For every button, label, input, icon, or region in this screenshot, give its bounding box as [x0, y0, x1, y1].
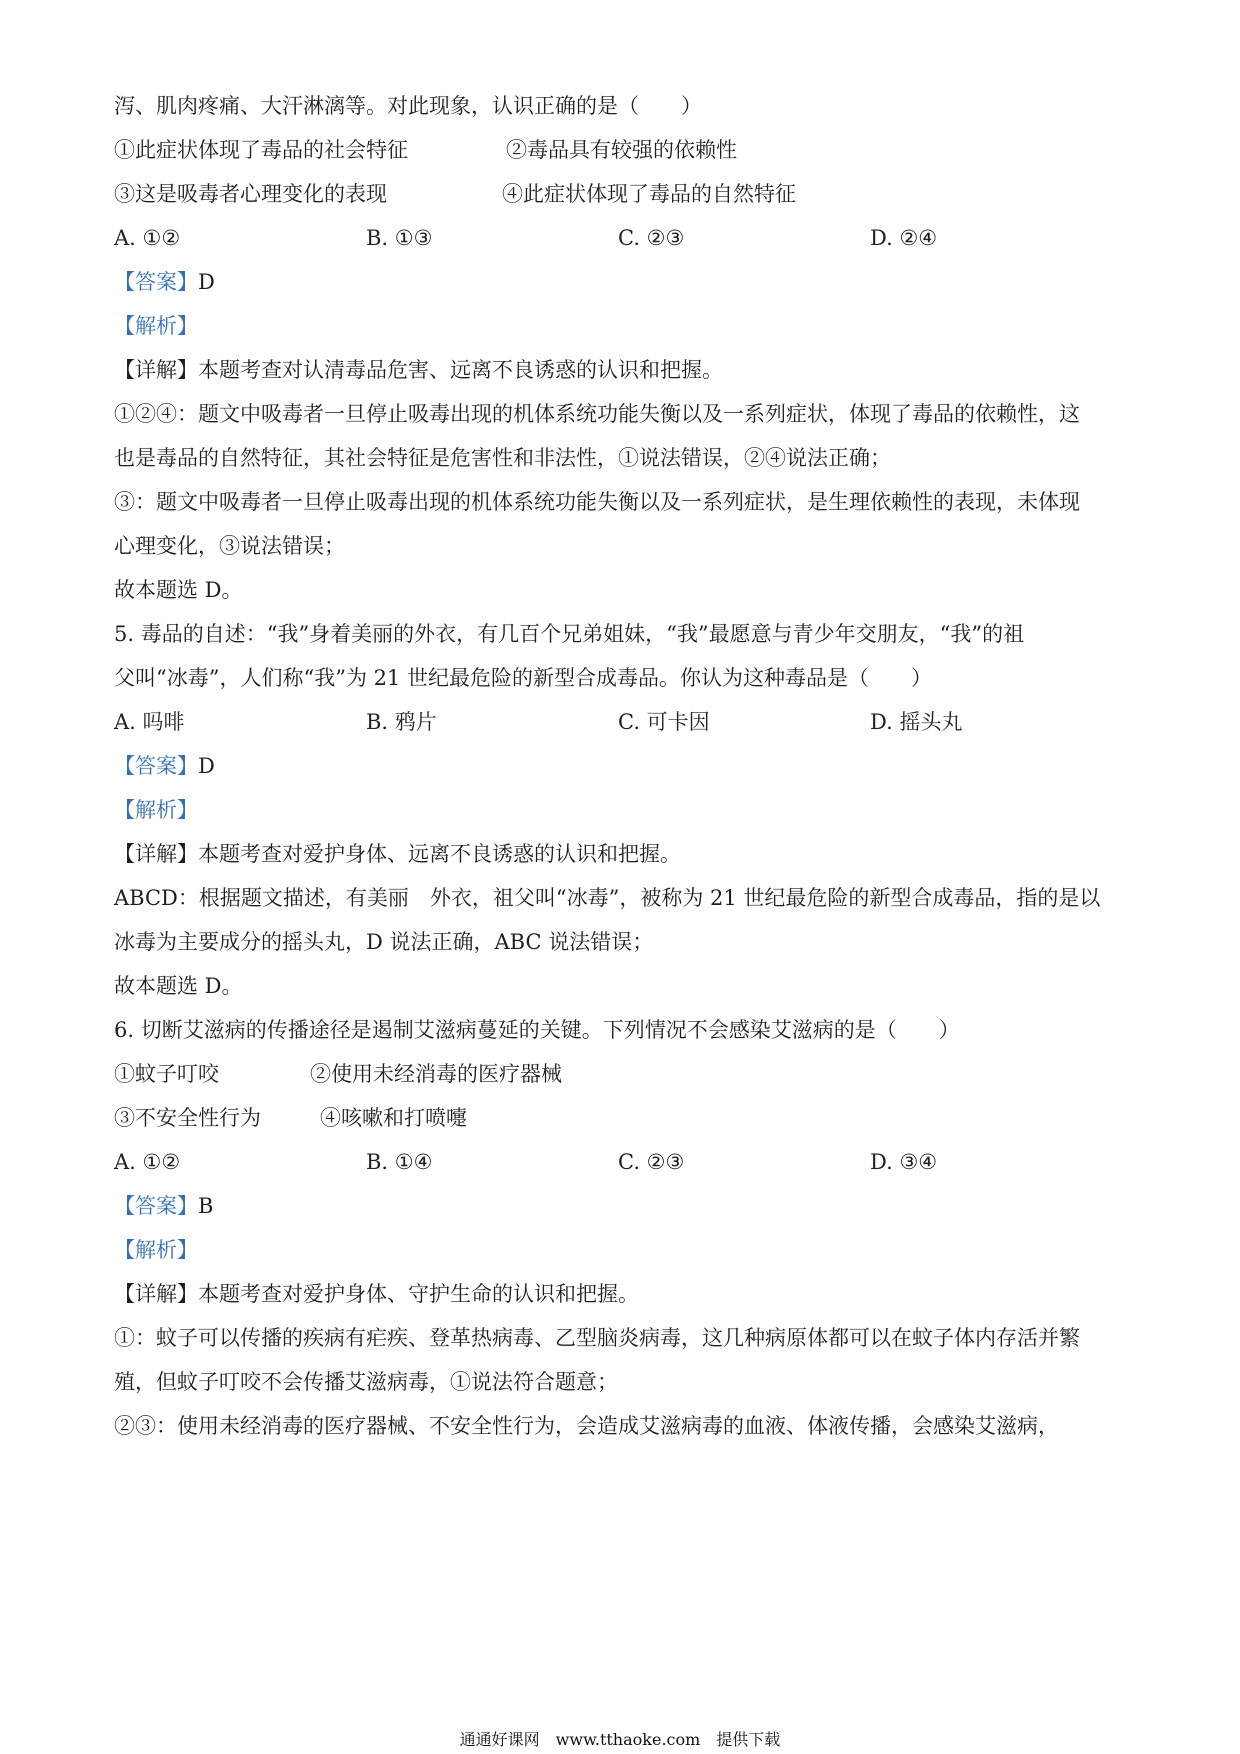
q6-explanation-line: ①：蚊子可以传播的疾病有疟疾、登革热病毒、乙型脑炎病毒，这几种病原体都可以在蚊子体内存活并繁: [114, 1326, 1080, 1350]
answer-tag: 【答案】: [114, 270, 198, 294]
q6-detail: 【详解】本题考查对爱护身体、守护生命的认识和把握。: [114, 1282, 639, 1306]
q4-explanation-line: 心理变化，③说法错误；: [114, 534, 345, 558]
q6-answer: [114, 1191, 213, 1221]
q6-option-a: A. ①②: [114, 1150, 181, 1174]
q5-answer: [114, 751, 215, 781]
q4-explanation-line: ③：题文中吸毒者一旦停止吸毒出现的机体系统功能失衡以及一系列症状，是生理依赖性的表现，未体现: [114, 490, 1080, 514]
q6-option-b: B. ①④: [366, 1150, 433, 1174]
answer-tag: 【答案】: [114, 754, 198, 778]
q5-options: [114, 707, 1114, 737]
q5-analysis-tag: 【解析】: [114, 798, 198, 822]
q6-item-2: ②使用未经消毒的医疗器械: [310, 1062, 562, 1086]
q4-explanation-line: 也是毒品的自然特征，其社会特征是危害性和非法性，①说法错误，②④说法正确；: [114, 446, 891, 470]
q5-option-d: D. 摇头丸: [870, 710, 963, 734]
q5-explanation-line: ABCD：根据题文描述，有美丽 外衣，祖父叫“冰毒”，被称为 21 世纪最危险的新型合成毒品，指的是以: [114, 886, 1101, 910]
q5-option-c: C. 可卡因: [618, 710, 710, 734]
answer-tag: 【答案】: [114, 1194, 198, 1218]
q5-detail: 【详解】本题考查对爱护身体、远离不良诱惑的认识和把握。: [114, 842, 681, 866]
q5-stem-line: 5. 毒品的自述：“我”身着美丽的外衣，有几百个兄弟姐妹，“我”最愿意与青少年交朋友，“我”的祖: [114, 622, 1025, 646]
q6-item-1: ①蚊子叮咬: [114, 1062, 219, 1086]
answer-value: D: [198, 754, 215, 778]
q4-item-4: ④此症状体现了毒品的自然特征: [502, 182, 796, 206]
answer-value: B: [198, 1194, 214, 1218]
q5-conclusion: 故本题选 D。: [114, 974, 243, 998]
q4-conclusion: 故本题选 D。: [114, 578, 243, 602]
q6-item-4: ④咳嗽和打喷嚏: [320, 1106, 467, 1130]
q4-analysis-tag: 【解析】: [114, 314, 198, 338]
page-footer: 通通好课网 www.tthaoke.com 提供下载: [459, 1730, 781, 1749]
q4-item-3: ③这是吸毒者心理变化的表现: [114, 182, 387, 206]
q4-stem-continuation: 泻、肌肉疼痛、大汗淋漓等。对此现象，认识正确的是（ ）: [114, 94, 702, 118]
q6-option-d: D. ③④: [870, 1150, 938, 1174]
q5-stem-line: 父叫“冰毒”，人们称“我”为 21 世纪最危险的新型合成毒品。你认为这种毒品是（ ）: [114, 666, 933, 690]
q5-option-a: A. 吗啡: [114, 710, 185, 734]
q4-option-a: A. ①②: [114, 226, 181, 250]
q6-analysis-tag: 【解析】: [114, 1238, 198, 1262]
q4-option-c: C. ②③: [618, 226, 685, 250]
q6-item-3: ③不安全性行为: [114, 1106, 261, 1130]
answer-value: D: [198, 270, 215, 294]
q4-item-1: ①此症状体现了毒品的社会特征: [114, 138, 408, 162]
q5-explanation-line: 冰毒为主要成分的摇头丸，D 说法正确，ABC 说法错误；: [114, 930, 654, 954]
q4-answer: [114, 267, 215, 297]
q5-option-b: B. 鸦片: [366, 710, 437, 734]
q4-detail: 【详解】本题考查对认清毒品危害、远离不良诱惑的认识和把握。: [114, 358, 723, 382]
q6-options: [114, 1147, 1114, 1177]
q4-item-2: ②毒品具有较强的依赖性: [506, 138, 737, 162]
q4-option-d: D. ②④: [870, 226, 938, 250]
q6-explanation-line: 殖，但蚊子叮咬不会传播艾滋病毒，①说法符合题意；: [114, 1370, 618, 1394]
q6-stem: 6. 切断艾滋病的传播途径是遏制艾滋病蔓延的关键。下列情况不会感染艾滋病的是（ ）: [114, 1018, 960, 1042]
q4-explanation-line: ①②④：题文中吸毒者一旦停止吸毒出现的机体系统功能失衡以及一系列症状，体现了毒品的依赖性，这: [114, 402, 1080, 426]
q4-option-b: B. ①③: [366, 226, 433, 250]
q4-options: [114, 223, 1114, 253]
q6-explanation-line: ②③：使用未经消毒的医疗器械、不安全性行为，会造成艾滋病毒的血液、体液传播，会感染艾滋病，: [114, 1414, 1059, 1438]
q6-option-c: C. ②③: [618, 1150, 685, 1174]
